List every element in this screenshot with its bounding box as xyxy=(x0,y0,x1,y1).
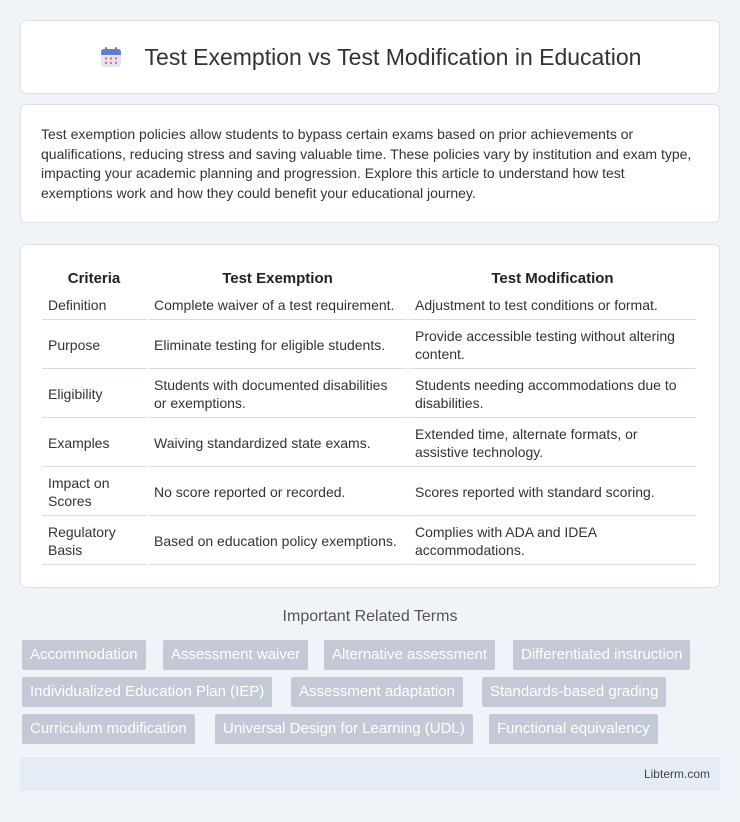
criteria-cell: Impact on Scores xyxy=(42,469,146,516)
header-test-exemption: Test Exemption xyxy=(222,270,333,287)
footer xyxy=(20,757,720,791)
header-card xyxy=(20,20,720,94)
modification-cell: Students needing accommodations due to disabilities. xyxy=(409,371,696,418)
comparison-card xyxy=(20,244,720,588)
criteria-cell: Regulatory Basis xyxy=(42,518,146,565)
modification-cell: Complies with ADA and IDEA accommodations. xyxy=(409,518,696,565)
table-row xyxy=(42,518,696,565)
header-criteria: Criteria xyxy=(67,270,121,287)
tag-assessment-adaptation[interactable]: Assessment adaptation xyxy=(291,677,463,707)
footer-site-link[interactable]: Libterm.com xyxy=(643,767,710,781)
tag-differentiated-instruction[interactable]: Differentiated instruction xyxy=(513,640,690,670)
exemption-cell: Waiving standardized state exams. xyxy=(148,420,407,467)
calendar-icon xyxy=(99,45,123,69)
table-row xyxy=(42,420,696,467)
table-row xyxy=(42,291,696,320)
tag-accommodation[interactable]: Accommodation xyxy=(22,640,146,670)
table-row xyxy=(42,469,696,516)
exemption-cell: Eliminate testing for eligible students. xyxy=(148,322,407,369)
table-header-row xyxy=(42,265,696,289)
page-title: Test Exemption vs Test Modification in Education xyxy=(144,43,642,70)
tag-iep[interactable]: Individualized Education Plan (IEP) xyxy=(22,677,272,707)
tag-functional-equivalency[interactable]: Functional equivalency xyxy=(489,714,658,744)
modification-cell: Adjustment to test conditions or format. xyxy=(409,291,696,320)
table-row xyxy=(42,322,696,369)
exemption-cell: Students with documented disabilities or exemptions. xyxy=(148,371,407,418)
intro-paragraph: Test exemption policies allow students to bypass certain exams based on prior achievements or qualifications, reducing stress and saving valuable time. These policies vary by institution and exam type, impacting your academic planning and progression. Explore this article to understand how test exemptions work and how they could benefit your educational journey. xyxy=(41,126,692,201)
tag-assessment-waiver[interactable]: Assessment waiver xyxy=(163,640,308,670)
modification-cell: Extended time, alternate formats, or assistive technology. xyxy=(409,420,696,467)
exemption-cell: Complete waiver of a test requirement. xyxy=(148,291,407,320)
tag-udl[interactable]: Universal Design for Learning (UDL) xyxy=(215,714,473,744)
criteria-cell: Definition xyxy=(42,291,146,320)
header-test-modification: Test Modification xyxy=(491,270,614,287)
exemption-cell: No score reported or recorded. xyxy=(148,469,407,516)
modification-cell: Provide accessible testing without altering content. xyxy=(409,322,696,369)
table-row xyxy=(42,371,696,418)
tag-alternative-assessment[interactable]: Alternative assessment xyxy=(324,640,495,670)
related-terms-title: Important Related Terms xyxy=(282,608,458,625)
tag-curriculum-modification[interactable]: Curriculum modification xyxy=(22,714,195,744)
comparison-table xyxy=(40,263,698,567)
criteria-cell: Eligibility xyxy=(42,371,146,418)
intro-card xyxy=(20,104,720,223)
criteria-cell: Examples xyxy=(42,420,146,467)
criteria-cell: Purpose xyxy=(42,322,146,369)
tag-standards-based-grading[interactable]: Standards-based grading xyxy=(482,677,666,707)
exemption-cell: Based on education policy exemptions. xyxy=(148,518,407,565)
modification-cell: Scores reported with standard scoring. xyxy=(409,469,696,516)
